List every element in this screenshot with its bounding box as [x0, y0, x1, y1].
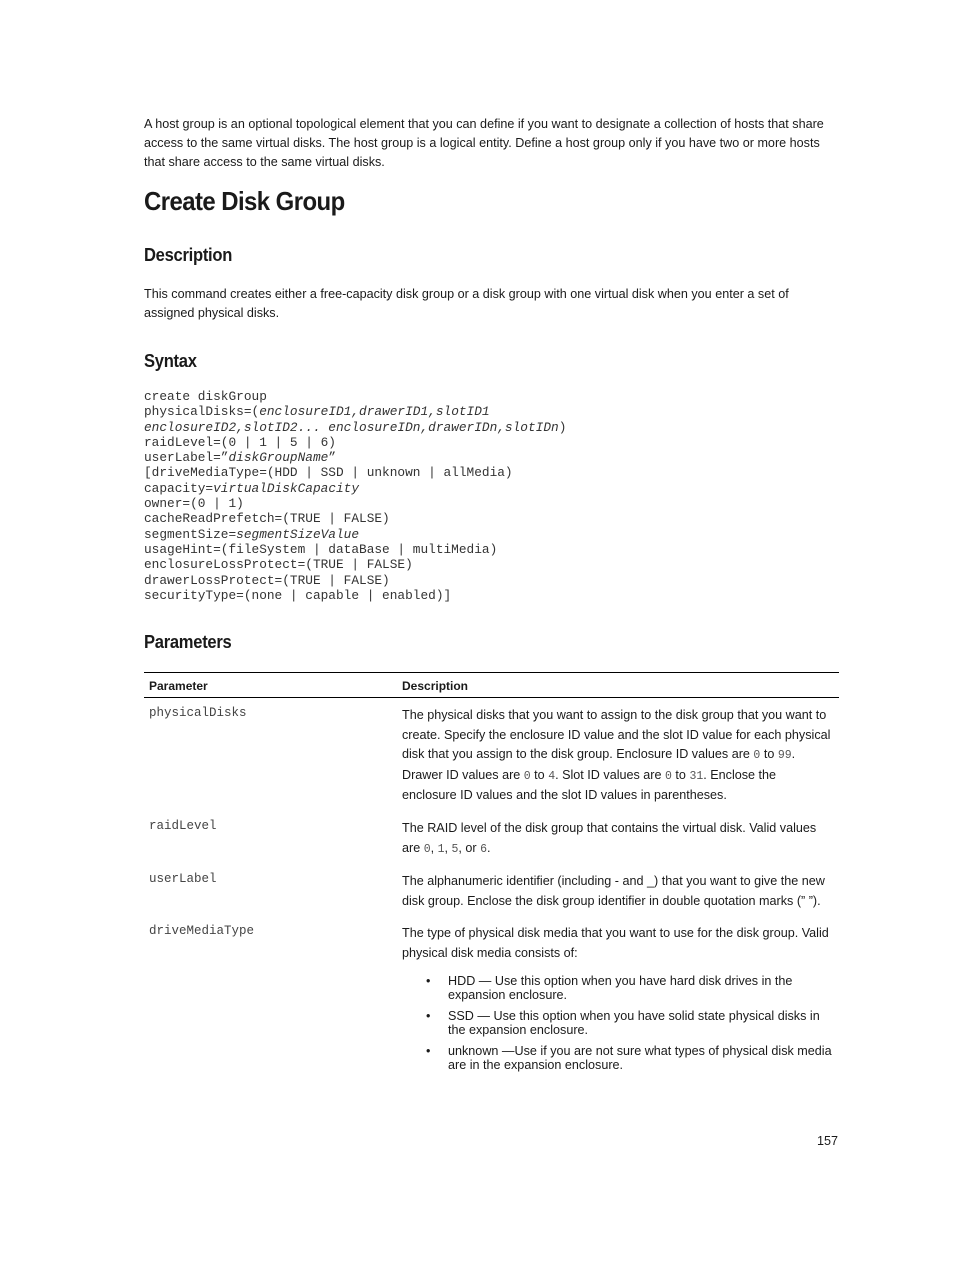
text-segment: The physical disks that you want to assign to the disk group that you want to create. Specify the enclosure ID value and the slot ID value for each physical disk that you assign to the disk group. Enclosure ID values are — [402, 708, 831, 762]
syntax-line — [144, 542, 497, 557]
syntax-line — [144, 496, 244, 511]
parameter-description — [397, 916, 839, 1083]
parameter-name: userLabel — [149, 872, 217, 887]
parameter-description-text — [402, 924, 834, 963]
syntax-token: capacity= — [144, 480, 214, 496]
syntax-line — [144, 404, 490, 419]
syntax-line — [144, 527, 359, 542]
code-value: 1 — [437, 842, 445, 856]
syntax-placeholder: enclosureID2,slotID2... enclosureIDn,drawerIDn,slotIDn — [144, 419, 559, 435]
text-segment: , or — [458, 840, 481, 855]
table-row — [144, 698, 839, 811]
code-value: 99 — [777, 749, 792, 763]
parameter-name: raidLevel — [149, 818, 217, 833]
syntax-token: usageHint=(fileSystem | dataBase | multiMedia) — [144, 541, 498, 557]
syntax-token: drawerLossProtect=(TRUE | FALSE) — [144, 572, 390, 588]
syntax-token: securityType=(none | capable | enabled)] — [144, 587, 452, 603]
syntax-token: segmentSize= — [144, 526, 237, 542]
syntax-token: create diskGroup — [144, 389, 267, 404]
parameters-heading: Parameters — [144, 632, 232, 652]
syntax-token: userLabel=” — [144, 450, 229, 466]
syntax-line — [144, 465, 513, 480]
list-item: • HDD — Use this option when you have hard disk drives in the expansion enclosure. — [448, 974, 834, 1003]
parameter-name: driveMediaType — [149, 924, 255, 939]
syntax-heading: Syntax — [144, 351, 197, 371]
table-row — [144, 811, 839, 864]
parameter-description — [397, 811, 839, 864]
text-segment: , — [444, 840, 452, 855]
syntax-token: ) — [558, 419, 567, 435]
parameter-description-text — [402, 819, 834, 859]
syntax-placeholder: diskGroupName — [228, 450, 329, 466]
syntax-placeholder: virtualDiskCapacity — [213, 480, 360, 496]
table-header-row — [144, 673, 839, 698]
page-number: 157 — [817, 1134, 839, 1148]
text-segment: . — [487, 840, 491, 855]
text-segment: . Slot ID values are — [555, 767, 666, 782]
media-type-list — [402, 974, 834, 1073]
description-heading: Description — [144, 245, 233, 265]
text-segment: The RAID level of the disk group that contains the virtual disk. Valid values are — [402, 820, 817, 855]
parameter-description-text — [402, 872, 834, 911]
syntax-token: raidLevel=(0 | 1 | 5 | 6) — [144, 434, 336, 450]
parameters-table — [144, 672, 839, 1084]
parameter-description — [397, 698, 839, 811]
code-value: 0 — [753, 749, 761, 763]
code-value: 5 — [451, 842, 459, 856]
text-segment: . Drawer ID values are — [402, 747, 796, 782]
text-segment: . Enclose the enclosure ID values and the slot ID values in parentheses. — [402, 767, 777, 803]
parameter-description-text — [402, 706, 834, 806]
syntax-line — [144, 573, 390, 588]
syntax-placeholder: enclosureID1,drawerID1,slotID1 — [259, 404, 490, 420]
syntax-line — [144, 511, 390, 526]
syntax-token: cacheReadPrefetch=(TRUE | FALSE) — [144, 511, 390, 527]
parameter-description — [397, 864, 839, 916]
code-value: 0 — [523, 769, 531, 783]
syntax-line — [144, 389, 267, 404]
syntax-placeholder: segmentSizeValue — [236, 526, 360, 542]
table-row — [144, 864, 839, 916]
column-header-description: Description — [397, 673, 839, 698]
code-value: 0 — [423, 842, 431, 856]
description-text: This command creates either a free-capacity disk group or a disk group with one virtual disk when you enter a set of assigned physical disks. — [144, 287, 789, 320]
list-item: • unknown —Use if you are not sure what types of physical disk media are in the expansion enclosure. — [448, 1044, 834, 1073]
code-value: 6 — [480, 842, 488, 856]
syntax-line — [144, 420, 566, 435]
code-value: 31 — [689, 769, 704, 783]
page-title: Create Disk Group — [144, 186, 345, 216]
syntax-line — [144, 435, 336, 450]
syntax-line — [144, 557, 413, 572]
syntax-line — [144, 588, 451, 603]
syntax-token: owner=(0 | 1) — [144, 496, 244, 512]
text-segment: to — [671, 767, 690, 782]
parameters-table-body — [144, 698, 839, 1084]
text-segment: The type of physical disk media that you want to use for the disk group. Valid physical disk media consists of: — [402, 926, 829, 960]
text-segment: , — [430, 840, 438, 855]
parameter-name: physicalDisks — [149, 706, 247, 720]
syntax-token: enclosureLossProtect=(TRUE | FALSE) — [144, 557, 413, 573]
text-segment: to — [760, 747, 778, 762]
syntax-code-block — [144, 389, 566, 603]
code-value: 4 — [548, 769, 556, 783]
list-item: • SSD — Use this option when you have solid state physical disks in the expansion enclosure. — [448, 1009, 834, 1038]
syntax-token: [driveMediaType=(HDD | SSD | unknown | allMedia) — [144, 465, 513, 481]
intro-paragraph: A host group is an optional topological element that you can define if you want to designate a collection of hosts that share access to the same virtual disks. The host group is a logical entity. Define a host group only if you have two or more hosts that share access to the same virtual disks. — [144, 117, 824, 169]
syntax-line — [144, 481, 359, 496]
table-row — [144, 916, 839, 1083]
syntax-line — [144, 450, 336, 465]
column-header-parameter: Parameter — [144, 673, 397, 698]
syntax-token: physicalDisks=( — [144, 404, 260, 420]
text-segment: The alphanumeric identifier (including - and _) that you want to give the new disk group. Enclose the disk group identifier in double quotation marks (” ”). — [402, 874, 825, 908]
text-segment: to — [530, 767, 549, 782]
code-value: 0 — [665, 769, 672, 783]
syntax-token: ” — [328, 450, 337, 466]
